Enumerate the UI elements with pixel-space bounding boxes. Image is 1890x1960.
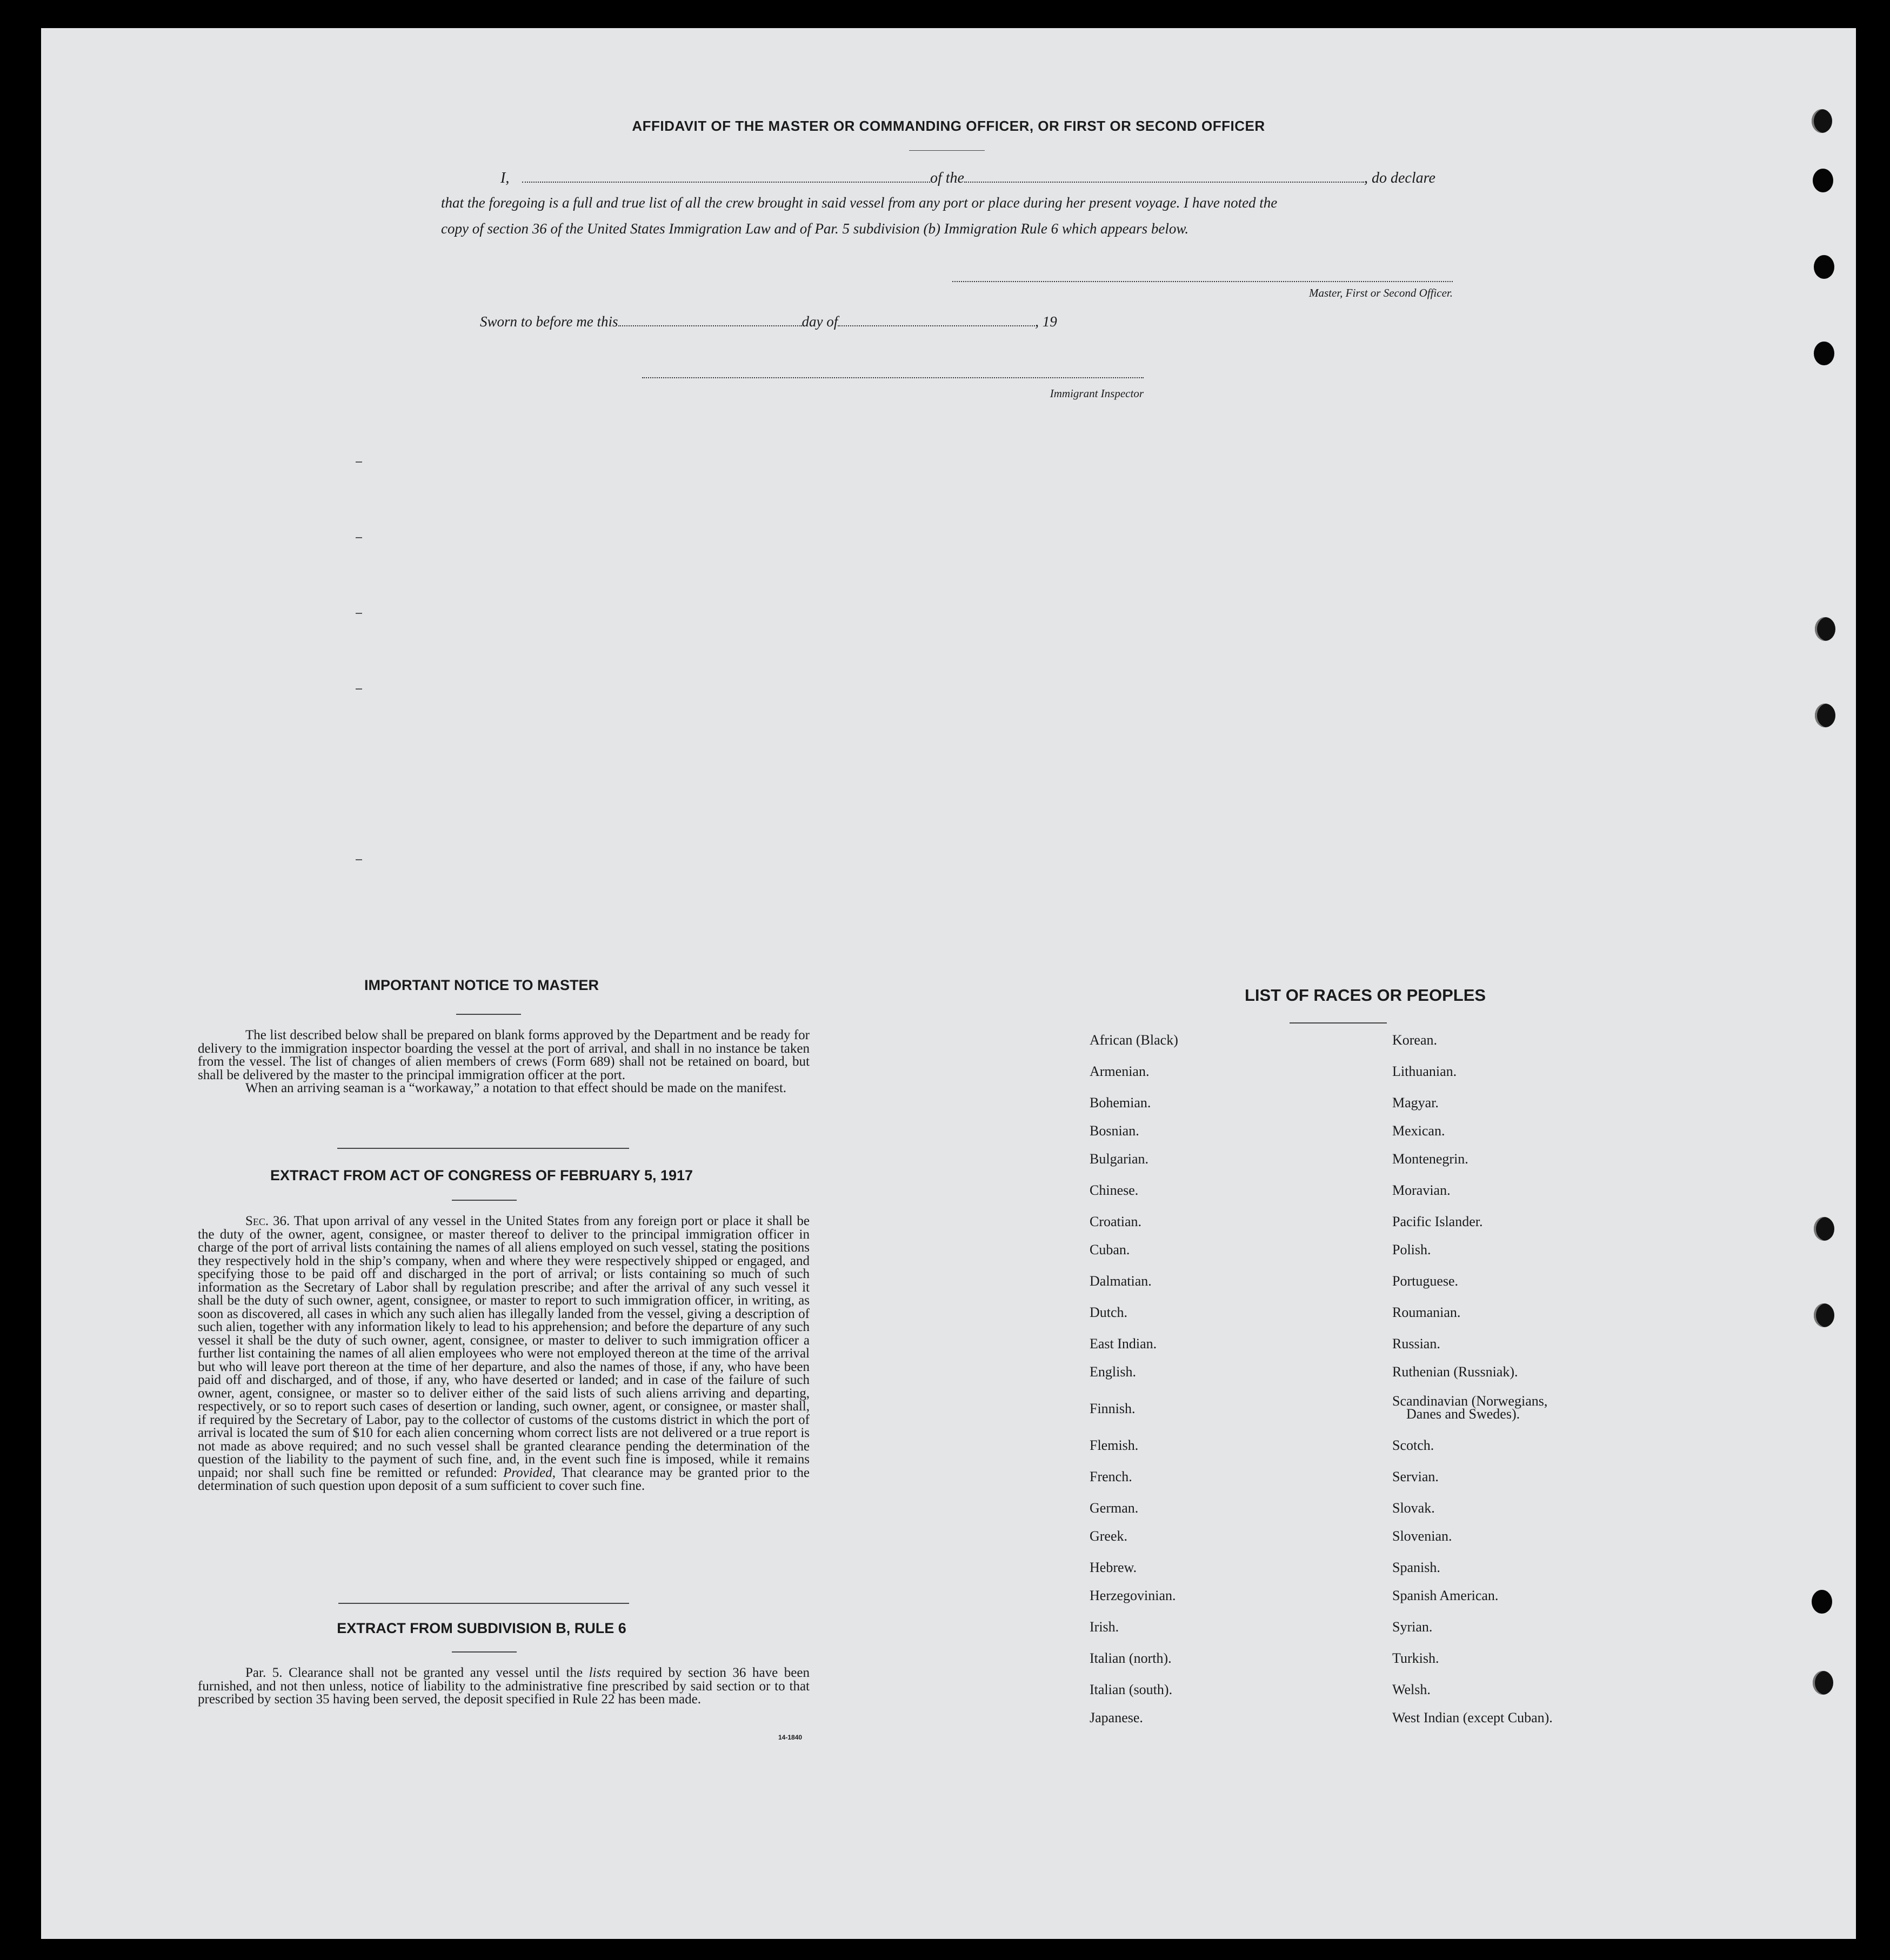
binder-hole bbox=[1815, 704, 1835, 727]
race-item: Herzegovinian. bbox=[1090, 1588, 1176, 1603]
sworn-year: , 19 bbox=[1035, 313, 1057, 330]
race-item: Scandinavian (Norwegians, bbox=[1392, 1393, 1548, 1409]
rule-6-body-a: Par. 5. Clearance shall not be granted any vessel until the bbox=[245, 1665, 583, 1680]
affidavit-line-1 bbox=[441, 170, 1492, 187]
race-item: African (Black) bbox=[1090, 1032, 1178, 1048]
race-item: Croatian. bbox=[1090, 1214, 1142, 1229]
sworn-day-of: day of bbox=[802, 313, 838, 330]
race-item: Japanese. bbox=[1090, 1710, 1143, 1725]
race-item: Italian (south). bbox=[1090, 1682, 1173, 1697]
divider bbox=[909, 150, 985, 151]
section-36-body: That upon arrival of any vessel in the United States from any foreign port or place it shall be the duty of the owner, agent, consignee, or master thereof to deliver to the principal immigration officer in charge of the port of arrival lists containing the names of all aliens employed on such vessel, stating the positions they respectively hold in the ship’s company, when and where they were respectively shipped or engaged, and specifying those to be paid off and discharged in the port of arrival; or lists containing so much of such information as the Secretary of Labor shall by regulation prescribe; and after the arrival of any such vessel it shall be the duty of such owner, agent, consignee, or master to report to such immigration officer, in writing, as soon as discovered, all cases in which any such alien has illegally landed from the vessel, giving a description of such alien, together with any information likely to lead to his apprehension; and before the departure of any such vessel it shall be the duty of such owner, agent, consignee, or master to deliver to such immigration officer a further list containing the names of all alien employees who were not employed thereon at the time of the arrival but who will leave port thereon at the time of her departure, and also the names of those, if any, who have been paid off and discharged, and of those, if any, who have deserted or landed; and in case of the failure of such owner, agent, consignee, or master so to deliver either of the said lists of such aliens arriving and departing, respectively, or so to report such cases of desertion or landing, such owner, agent, or consignee, or master shall, if required by the Secretary of Labor, pay to the collector of customs of the customs district in which the port of arrival is located the sum of $10 for each alien concerning whom correct lists are not delivered or a true report is not made as above required; and no such vessel shall be granted clearance pending the determination of the question of the liability to the payment of such fine, and, in the event such fine is imposed, while it remains unpaid; nor shall such fine be remitted or refunded: bbox=[198, 1214, 810, 1480]
race-item: Turkish. bbox=[1392, 1650, 1439, 1666]
affidavit-i: I, bbox=[500, 170, 510, 186]
race-item: Bosnian. bbox=[1090, 1123, 1139, 1139]
race-item: Spanish. bbox=[1392, 1560, 1440, 1575]
signature-label: Master, First or Second Officer. bbox=[1309, 286, 1453, 299]
race-item: Dalmatian. bbox=[1090, 1273, 1152, 1289]
binder-hole bbox=[1812, 1590, 1832, 1614]
divider bbox=[452, 1651, 517, 1653]
binder-hole bbox=[1813, 169, 1833, 192]
race-item: Mexican. bbox=[1392, 1123, 1445, 1139]
race-item: Portuguese. bbox=[1392, 1273, 1459, 1289]
race-item: Russian. bbox=[1392, 1336, 1440, 1352]
binder-hole bbox=[1813, 1671, 1833, 1695]
affidavit-declare: , do declare bbox=[1364, 170, 1435, 186]
race-item: Slovak. bbox=[1392, 1500, 1435, 1516]
race-item: Montenegrin. bbox=[1392, 1151, 1468, 1167]
race-item: Roumanian. bbox=[1392, 1305, 1461, 1320]
race-item: Moravian. bbox=[1392, 1182, 1451, 1198]
binder-hole bbox=[1815, 617, 1835, 641]
race-item: Welsh. bbox=[1392, 1682, 1431, 1697]
binder-hole bbox=[1814, 1303, 1834, 1327]
extract-2-text bbox=[198, 1667, 810, 1707]
affidavit-line-2: that the foregoing is a full and true list of all the crew brought in said vessel from any port or place during her present voyage. I have noted the bbox=[441, 195, 1278, 211]
race-item: Italian (north). bbox=[1090, 1650, 1172, 1666]
race-item: Armenian. bbox=[1090, 1063, 1150, 1079]
inspector-label: Immigrant Inspector bbox=[1050, 387, 1144, 400]
inspector-line bbox=[642, 377, 1144, 378]
divider bbox=[337, 1148, 629, 1149]
margin-mark bbox=[356, 537, 362, 538]
form-code: 14-1840 bbox=[778, 1734, 803, 1741]
divider bbox=[1290, 1022, 1387, 1024]
margin-mark bbox=[356, 613, 362, 614]
race-item: Bohemian. bbox=[1090, 1095, 1151, 1111]
race-item: Irish. bbox=[1090, 1619, 1119, 1635]
binder-hole bbox=[1814, 255, 1834, 279]
race-item: Scotch. bbox=[1392, 1437, 1434, 1453]
sworn-prefix: Sworn to before me this bbox=[480, 313, 618, 330]
section-label: Sec. 36. bbox=[245, 1214, 290, 1228]
divider bbox=[338, 1603, 629, 1604]
margin-mark bbox=[356, 688, 362, 690]
race-item: Lithuanian. bbox=[1392, 1063, 1457, 1079]
document-page bbox=[41, 28, 1856, 1939]
race-item: Hebrew. bbox=[1090, 1560, 1137, 1575]
signature-line bbox=[952, 281, 1453, 282]
sworn-month-field bbox=[838, 325, 1035, 326]
race-item: Servian. bbox=[1392, 1469, 1439, 1484]
race-item: Bulgarian. bbox=[1090, 1151, 1149, 1167]
affidavit-of-the: of the bbox=[930, 170, 964, 186]
notice-paragraph-2: When an arriving seaman is a “workaway,” a notation to that effect should be made on the manifest. bbox=[245, 1081, 787, 1095]
lists-word: lists bbox=[589, 1665, 611, 1680]
races-title: LIST OF RACES OR PEOPLES bbox=[1244, 986, 1486, 1005]
margin-mark bbox=[356, 859, 362, 860]
extract-2-title: EXTRACT FROM SUBDIVISION B, RULE 6 bbox=[337, 1620, 626, 1636]
notice-paragraph-1: The list described below shall be prepared on blank forms approved by the Department and be ready for delivery to the immigration inspector boarding the vessel at the port of arrival, and shall in no instance be taken from the vessel. The list of changes of alien members of crews (Form 689) shall not be retained on board, but shall be delivered by the master to the principal immigration officer at the port. bbox=[198, 1028, 810, 1082]
race-item: Chinese. bbox=[1090, 1182, 1139, 1198]
notice-title: IMPORTANT NOTICE TO MASTER bbox=[364, 977, 599, 993]
section-36-end: That clearance may be granted prior to the determination of such question upon deposit of a sum sufficient to cover such fine. bbox=[198, 1465, 810, 1493]
divider bbox=[456, 1014, 521, 1015]
vessel-field bbox=[964, 182, 1364, 183]
race-item: English. bbox=[1090, 1364, 1136, 1380]
race-item: Korean. bbox=[1392, 1032, 1438, 1048]
race-item: German. bbox=[1090, 1500, 1139, 1516]
race-item: Greek. bbox=[1090, 1528, 1128, 1544]
race-item: Ruthenian (Russniak). bbox=[1392, 1364, 1518, 1380]
affidavit-title: AFFIDAVIT OF THE MASTER OR COMMANDING OFFICER, OR FIRST OR SECOND OFFICER bbox=[632, 118, 1265, 134]
margin-mark bbox=[356, 461, 362, 463]
race-item: Spanish American. bbox=[1392, 1588, 1499, 1603]
race-item-continuation: Danes and Swedes). bbox=[1406, 1406, 1520, 1422]
extract-1-title: EXTRACT FROM ACT OF CONGRESS OF FEBRUARY 5, 1917 bbox=[270, 1167, 693, 1183]
sworn-day-field bbox=[618, 325, 802, 326]
race-item: Cuban. bbox=[1090, 1242, 1130, 1257]
race-item: East Indian. bbox=[1090, 1336, 1157, 1352]
binder-hole bbox=[1814, 342, 1834, 365]
race-item: Syrian. bbox=[1392, 1619, 1433, 1635]
race-item: French. bbox=[1090, 1469, 1132, 1484]
race-item: Polish. bbox=[1392, 1242, 1431, 1257]
rule-6-body-b: required by section 36 have been furnished, and not then unless, notice of liability to the administrative fine prescribed by said section or to that prescribed by section 35 having been served, the deposit specified in Rule 22 has been made. bbox=[198, 1665, 810, 1707]
binder-hole bbox=[1814, 1217, 1834, 1241]
provided-word: Provided, bbox=[503, 1465, 556, 1480]
sworn-line bbox=[480, 313, 1531, 330]
divider bbox=[452, 1200, 517, 1201]
name-field bbox=[522, 182, 930, 183]
race-item: West Indian (except Cuban). bbox=[1392, 1710, 1553, 1725]
race-item: Finnish. bbox=[1090, 1401, 1136, 1416]
affidavit-line-3: copy of section 36 of the United States Immigration Law and of Par. 5 subdivision (b) Immigration Rule 6 which appears below. bbox=[441, 220, 1189, 237]
extract-1-text bbox=[198, 1215, 810, 1493]
race-item: Pacific Islander. bbox=[1392, 1214, 1483, 1229]
race-item: Magyar. bbox=[1392, 1095, 1439, 1111]
race-item: Dutch. bbox=[1090, 1305, 1128, 1320]
race-item: Flemish. bbox=[1090, 1437, 1139, 1453]
race-item: Slovenian. bbox=[1392, 1528, 1452, 1544]
